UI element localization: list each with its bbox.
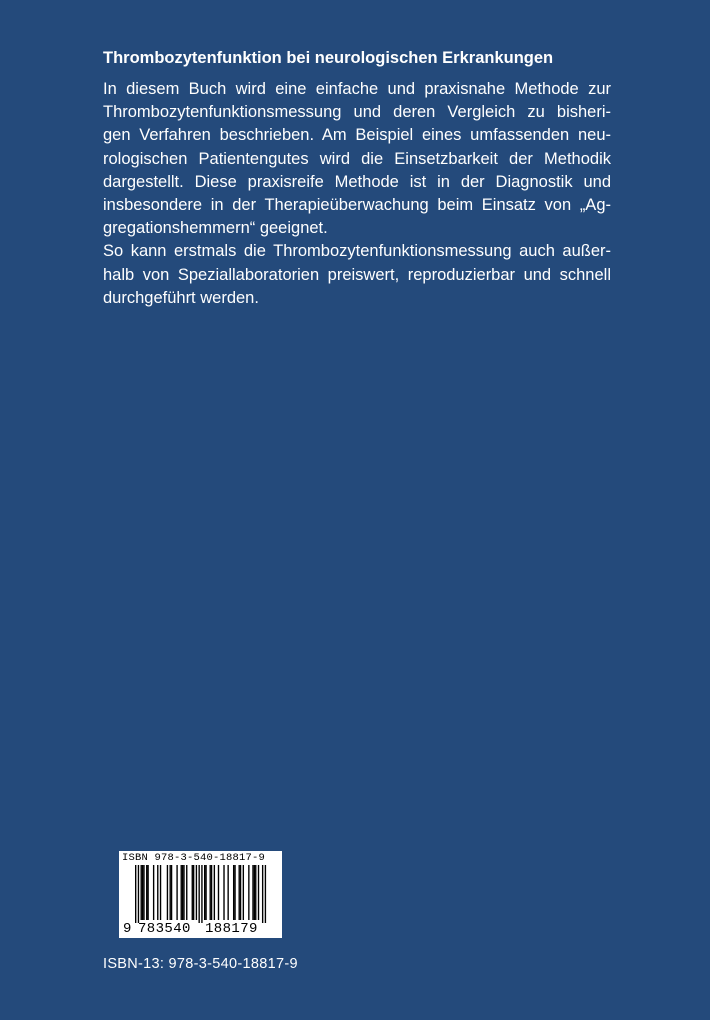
blurb-line: gregationshemmern“ geeignet. [103,219,328,238]
blurb-line: halb von Speziallaboratorien preiswert, reproduzierbar und schnell [103,265,611,284]
barcode-bar [233,865,234,920]
barcode-bar [146,865,147,920]
barcode-bar [176,865,177,920]
barcode-bar [258,865,259,920]
blurb-line: Thrombozytenfunktionsmessung und deren Vergleich zu bisheri- [103,103,611,122]
barcode-bar [141,865,142,920]
blurb-line: dargestellt. Diese praxisreife Methode ist in der Diagnostik und [103,172,611,191]
barcode-bars-graphic [119,865,282,923]
barcode-bar [254,865,255,920]
barcode-bar [204,865,205,920]
isbn-13-text: ISBN-13: 978-3-540-18817-9 [103,956,298,972]
barcode-left-digits: 783540 [138,921,191,937]
barcode-bar [160,865,161,920]
barcode-bar [240,865,241,920]
blurb-line: rologischen Patientengutes wird die Einsetzbarkeit der Methodik [103,149,611,168]
barcode-bar [183,865,184,920]
barcode-bar [170,865,171,920]
blurb-line: gen Verfahren beschrieben. Am Beispiel eines umfassenden neu- [103,126,611,145]
barcode-bar [153,865,154,920]
barcode-guard-bar [198,865,199,923]
barcode-bar [214,865,215,920]
barcode-bar [181,865,182,920]
barcode-guard-bar [262,865,263,923]
barcode-bar [227,865,228,920]
barcode-bar [182,865,183,920]
barcode-bar [252,865,253,920]
barcode-bar [142,865,143,920]
barcode-bar [193,865,194,920]
barcode-bar [186,865,187,920]
barcode-bar [218,865,219,920]
barcode-guard-bar [135,865,136,923]
blurb-paragraph [103,78,611,310]
barcode-bar [192,865,193,920]
barcode-guard-bar [265,865,266,923]
blurb-line: So kann erstmals die Thrombozytenfunktionsmessung auch außer- [103,242,611,261]
barcode-bar [157,865,158,920]
barcode-guard-bar [201,865,202,923]
blurb-line: durchgeführt werden. [103,288,259,307]
blurb-line: In diesem Buch wird eine einfache und praxisnahe Methode zur [103,80,611,98]
barcode-bar [205,865,206,920]
barcode-bar [239,865,240,920]
barcode-bar [248,865,249,920]
barcode-bar [147,865,148,920]
barcode-bar [234,865,235,920]
barcode-lead-digit: 9 [123,921,132,937]
barcode-bar [255,865,256,920]
barcode-bar [243,865,244,920]
barcode-bar [211,865,212,920]
barcode-isbn-label: ISBN 978-3-540-18817-9 [122,852,266,864]
barcode-bar [196,865,197,920]
barcode-bar [171,865,172,920]
barcode-bar [167,865,168,920]
blurb-line: insbesondere in der Therapieüberwachung beim Einsatz von „Ag- [103,196,611,215]
barcode-bar [223,865,224,920]
barcode-bar [143,865,144,920]
isbn-barcode [119,851,282,938]
barcode-right-digits: 188179 [205,921,258,937]
book-title: Thrombozytenfunktion bei neurologischen Erkrankungen [103,49,554,67]
barcode-guard-bar [138,865,139,923]
barcode-bar [210,865,211,920]
